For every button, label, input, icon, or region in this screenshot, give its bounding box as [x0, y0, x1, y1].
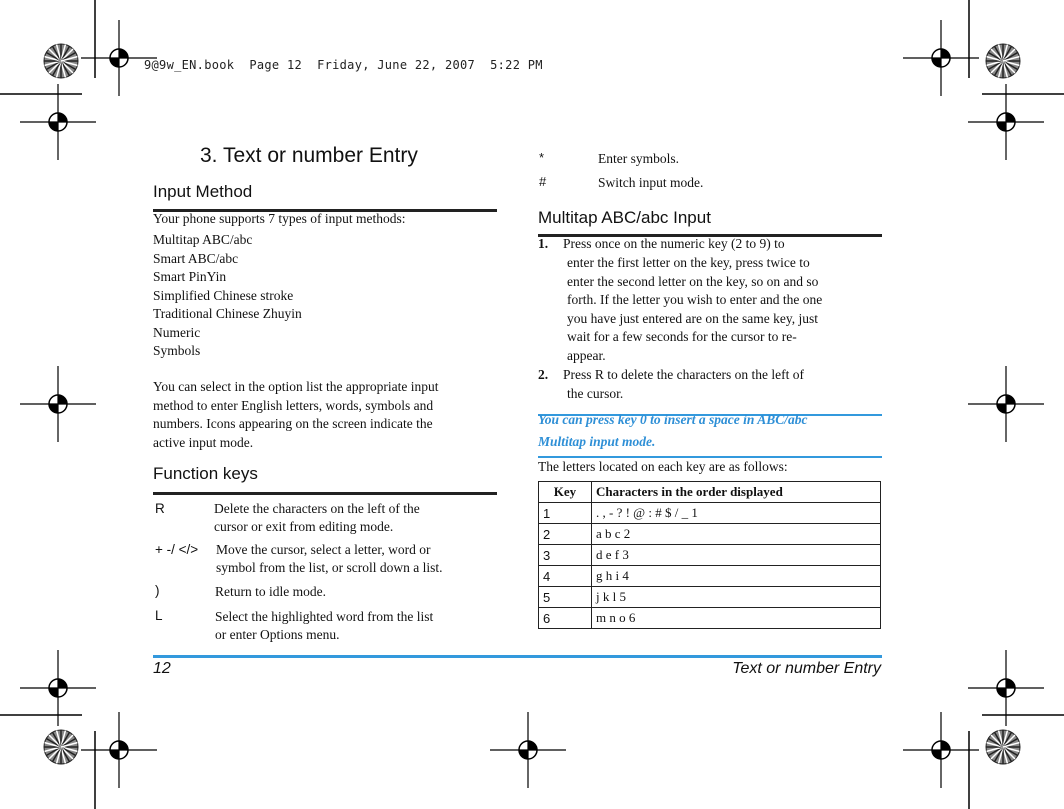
step-line: you have just entered are on the same key, just: [567, 310, 819, 326]
function-key-description: [215, 608, 465, 644]
table-cell-key: 1: [539, 503, 592, 524]
paragraph-line: You can select in the option list the appropriate input: [153, 379, 439, 394]
function-key-l: L: [155, 608, 163, 623]
key-star: *: [539, 150, 545, 165]
paragraph-line: method to enter English letters, words, symbols and: [153, 397, 434, 413]
registration-target-fill: [49, 404, 58, 413]
description-line: cursor or exit from editing mode.: [214, 519, 394, 534]
table-header-key: Key: [539, 482, 592, 503]
page-number: 12: [153, 660, 171, 677]
table-row: [539, 587, 881, 608]
table-intro: The letters located on each key are as follows:: [538, 459, 788, 474]
function-key-description: [215, 583, 465, 601]
registration-target-fill: [519, 750, 528, 759]
table-row: [539, 524, 881, 545]
step-line: forth. If the letter you wish to enter and the one: [567, 292, 823, 307]
table-cell-characters: g h i 4: [592, 566, 881, 587]
table-row: [539, 608, 881, 629]
input-method-paragraph: [153, 378, 438, 452]
registration-target-fill: [997, 122, 1006, 131]
description-line: Move the cursor, select a letter, word or: [216, 542, 431, 557]
table-cell-characters: m n o 6: [592, 608, 881, 629]
description-line: Delete the characters on the left of the: [214, 501, 420, 516]
note-box: [538, 409, 808, 453]
footer-section-title: Text or number Entry: [732, 660, 881, 677]
registration-target-fill: [49, 688, 58, 697]
table-cell-characters: a b c 2: [592, 524, 881, 545]
table-row: [539, 566, 881, 587]
key-characters-table: [538, 481, 881, 629]
step-line: appear.: [567, 347, 606, 363]
note-line: You can press key 0 to insert a space in ABC/abc: [538, 412, 808, 427]
function-key-end: ): [155, 583, 160, 598]
input-method-list: [153, 231, 302, 361]
registration-target-fill: [1006, 395, 1015, 404]
key-hash-description: Switch input mode.: [598, 175, 704, 190]
registration-target-fill: [1006, 113, 1015, 122]
function-key-navigation: + -/ </>: [155, 542, 199, 557]
registration-target-fill: [110, 58, 119, 67]
function-keys-heading: Function keys: [153, 464, 258, 483]
list-item: Smart PinYin: [153, 269, 227, 284]
function-key-description: [216, 541, 466, 577]
step-line: Press R to delete the characters on the left of: [563, 367, 805, 382]
registration-target-fill: [1006, 679, 1015, 688]
print-header-line: 9@9w_EN.book Page 12 Friday, June 22, 2007 5:22 PM: [144, 58, 543, 72]
table-cell-characters: d e f 3: [592, 545, 881, 566]
table-cell-key: 4: [539, 566, 592, 587]
step-line: enter the second letter on the key, so on and so: [567, 273, 819, 289]
registration-target-fill: [932, 750, 941, 759]
registration-target-fill: [997, 688, 1006, 697]
step-1-continuation: [567, 254, 822, 365]
registration-target-fill: [49, 122, 58, 131]
list-item: Multitap ABC/abc: [153, 232, 253, 247]
input-method-intro: Your phone supports 7 types of input methods:: [153, 211, 406, 226]
step-line: Press once on the numeric key (2 to 9) to: [563, 236, 785, 251]
registration-target-fill: [119, 741, 128, 750]
list-item: Traditional Chinese Zhuyin: [153, 306, 302, 321]
table-cell-key: 6: [539, 608, 592, 629]
step-2-text: [563, 366, 804, 385]
step-line: enter the first letter on the key, press twice to: [567, 255, 810, 270]
registration-target-fill: [941, 741, 950, 750]
list-item: Simplified Chinese stroke: [153, 287, 294, 303]
registration-target-fill: [528, 741, 537, 750]
paragraph-line: active input mode.: [153, 434, 254, 450]
description-line: or enter Options menu.: [215, 627, 340, 642]
table-cell-key: 3: [539, 545, 592, 566]
table-cell-characters: . , - ? ! @ : # $ / _ 1: [592, 503, 881, 524]
table-row: [539, 503, 881, 524]
list-item: Smart ABC/abc: [153, 250, 239, 266]
note-line: Multitap input mode.: [538, 434, 656, 449]
registration-target-fill: [997, 404, 1006, 413]
footer-rule: [153, 655, 882, 658]
multitap-heading: Multitap ABC/abc Input: [538, 208, 711, 227]
description-line: symbol from the list, or scroll down a list.: [216, 560, 443, 575]
step-line: wait for a few seconds for the cursor to re-: [567, 329, 797, 344]
registration-target-fill: [119, 49, 128, 58]
input-method-heading: Input Method: [153, 182, 253, 201]
table-header-row: [539, 482, 881, 503]
table-row: [539, 545, 881, 566]
registration-target-fill: [932, 58, 941, 67]
list-item: Symbols: [153, 343, 201, 358]
registration-target-fill: [941, 49, 950, 58]
section-rule: [153, 492, 497, 495]
chapter-title: 3. Text or number Entry: [200, 144, 418, 167]
registration-target-fill: [58, 395, 67, 404]
description-line: Return to idle mode.: [215, 584, 326, 599]
paragraph-line: numbers. Icons appearing on the screen indicate the: [153, 416, 433, 431]
registration-target-fill: [110, 750, 119, 759]
function-key-r: R: [155, 501, 165, 516]
registration-target-fill: [58, 113, 67, 122]
table-cell-characters: j k l 5: [592, 587, 881, 608]
table-cell-key: 2: [539, 524, 592, 545]
step-1-text: [563, 235, 785, 254]
key-hash: #: [539, 174, 547, 189]
function-key-description: [214, 500, 464, 536]
key-star-description: Enter symbols.: [598, 151, 679, 166]
list-item: Numeric: [153, 324, 201, 340]
step-number: 1.: [538, 236, 549, 251]
table-header-characters: Characters in the order displayed: [592, 482, 881, 503]
step-line: the cursor.: [567, 386, 624, 401]
registration-target-fill: [58, 679, 67, 688]
step-number: 2.: [538, 367, 549, 382]
table-cell-key: 5: [539, 587, 592, 608]
description-line: Select the highlighted word from the list: [215, 609, 434, 624]
